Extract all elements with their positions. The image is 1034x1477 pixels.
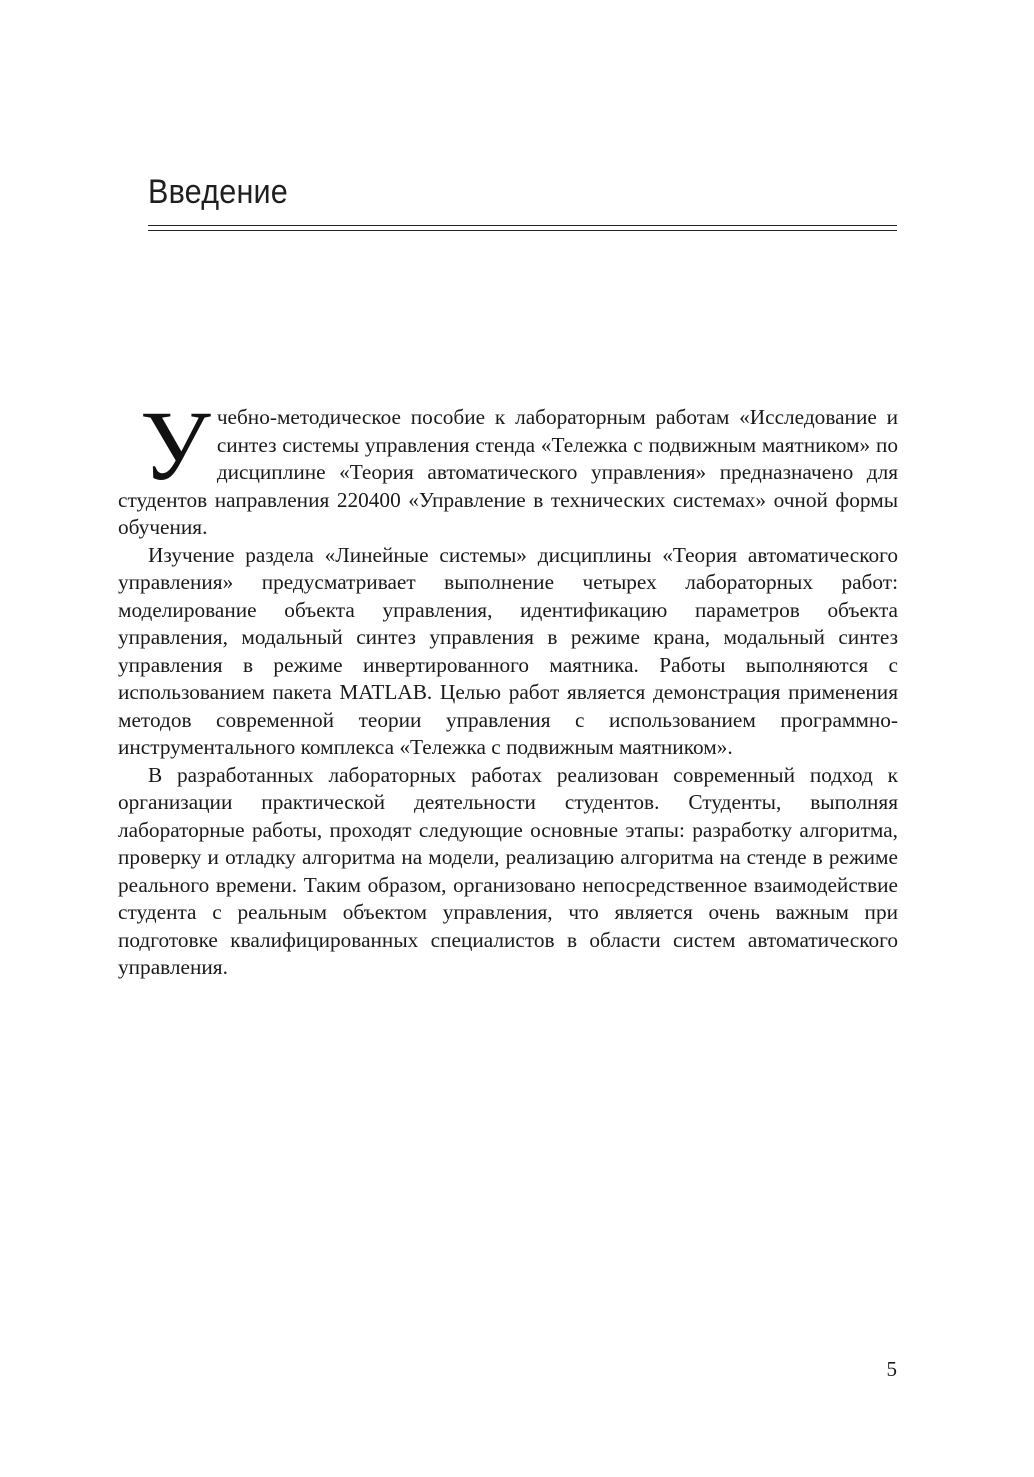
body-text <box>118 390 898 982</box>
paragraph-2: Изучение раздела «Линейные системы» дисциплины «Теория автоматического управления» предусматривает выполнение четырех лабораторных работ: моделирование объекта управления, идентификацию параметров объекта управления, модальный синтез управления в режиме крана, модальный синтез управления в режиме инвертированного маятника. Работы выполняются с использованием пакета MATLAB. Целью работ является демонстрация применения методов современной теории управления с использованием программно-инструментального комплекса «Тележка с подвижным маятником». <box>118 542 898 759</box>
paragraph-1 <box>118 390 898 542</box>
title-double-rule <box>148 225 897 231</box>
paragraph-3: В разработанных лабораторных работах реализован современный подход к организации практической деятельности студентов. Студенты, выполняя лабораторные работы, проходят следующие основные этапы: разработку алгоритма, проверку и отладку алгоритма на модели, реализацию алгоритма на стенде в режиме реального времени. Таким образом, организовано непосредственное взаимодействие студента с реальным объектом управления, что является очень важным при подготовке квалифицированных специалистов в области систем автоматического управления. <box>118 762 898 979</box>
page-number: 5 <box>886 1357 897 1381</box>
chapter-title: Введение <box>148 173 288 211</box>
drop-cap: У <box>140 390 211 501</box>
paragraph-1-text: чебно-методическое пособие к лабораторным работам «Исследование и синтез системы управления стенда «Тележка с подвижным маятником» по дисциплине «Теория автоматического управления» предназначено для студентов направления 220400 «Управление в технических системах» очной формы обучения. <box>118 405 898 539</box>
